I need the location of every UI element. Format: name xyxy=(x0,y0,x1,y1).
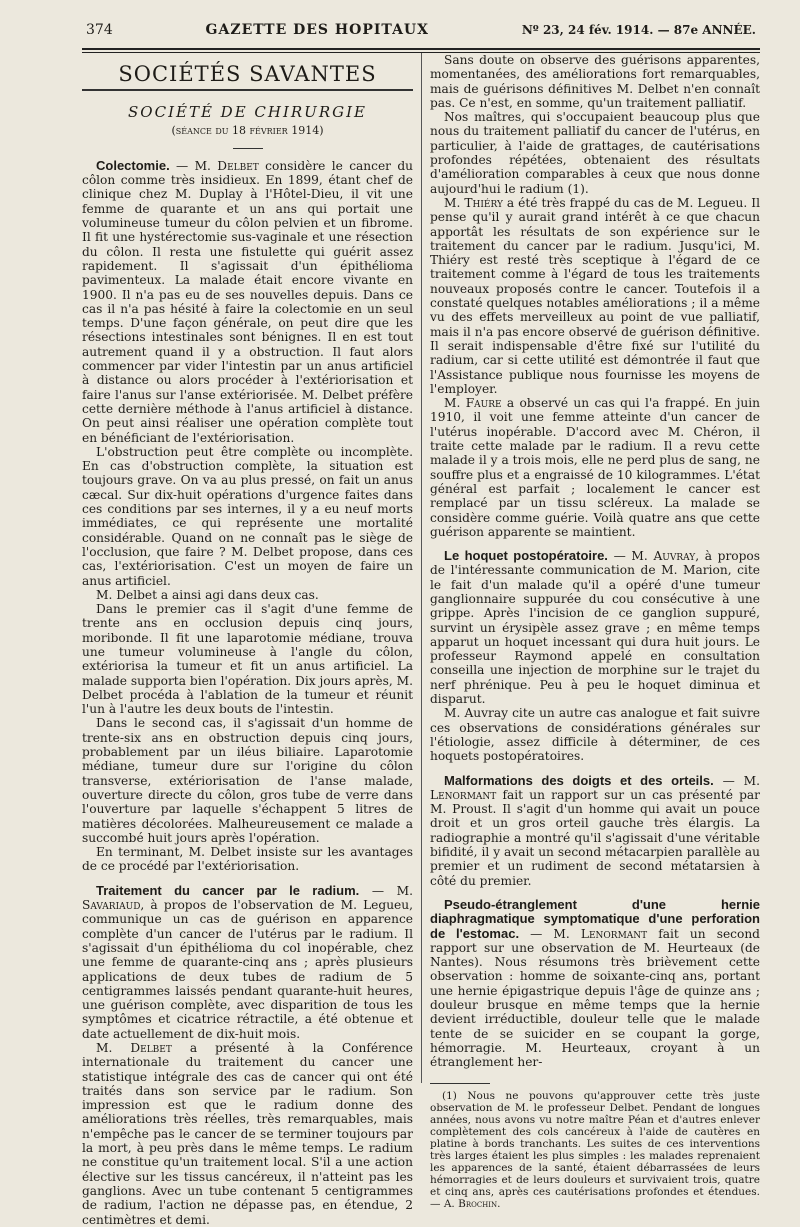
paragraph: M. Auvray cite un autre cas analogue et fait suivre ces observations de considérations générales sur l'étiologie, assez difficile à déterminer, de ces hoquets postopératoires. xyxy=(430,706,760,764)
colectomie-heading: Colectomie. xyxy=(96,157,170,173)
speaker-name: M. Thiéry xyxy=(444,195,503,210)
speaker-name: Lenormant xyxy=(430,787,497,802)
section-masthead: SOCIÉTÉS SAVANTES xyxy=(82,67,413,91)
left-column xyxy=(82,53,421,1227)
running-header xyxy=(82,22,760,42)
page-number: 374 xyxy=(86,22,113,38)
journal-title: GAZETTE DES HOPITAUX xyxy=(205,22,430,38)
seance-date: (séance du 18 février 1914) xyxy=(171,123,324,137)
paragraph: Nos maîtres, qui s'occupaient beaucoup plus que nous du traitement palliatif du cancer de l'utérus, en particulier, à l'aide de grattages, de cautérisations profondes répétées, obtenaient des résultats d'amélioration comparables à ceux que nous donne aujourd'hui le radium (1). xyxy=(430,110,760,196)
issue-info: Nº 23, 24 fév. 1914. — 87e ANNÉE. xyxy=(521,23,756,37)
right-column xyxy=(421,53,761,1211)
society-title: SOCIÉTÉ DE CHIRURGIE xyxy=(128,103,367,122)
colectomie-paragraph: Colectomie. — M. Delbet considère le cancer du côlon comme très insidieux. En 1899, étant chef de clinique chez M. Duplay à l'Hôtel-Dieu, il vit une femme de quarante et un ans qui portait une volumineuse tumeur du côlon pelvien et un fibrome. Il fit une hystérectomie sus-vaginale et une résection du côlon. Il resta une fistulette qui guérit assez rapidement. Il s'agissait d'un épithélioma pavimenteux. La malade était encore vivante en 1900. Il n'a pas eu de ses nouvelles depuis. Dans ce cas il n'a pas hésité à faire la colectomie en un seul temps. D'une façon générale, on peut dire que les résections intestinales sont bénignes. Il en est tout autrement quand il y a obstruction. Il faut alors commencer par vider l'intestin par un anus artificiel à distance ou alors procéder à l'extériorisation et faire l'anus sur l'anse extériorisée. M. Delbet préfère cette dernière méthode à l'anus artificiel à distance. On peut ainsi réaliser une opération complète tout en bénéficiant de l'extériorisation. xyxy=(82,157,414,445)
speaker-name: Lenormant xyxy=(580,926,648,941)
speaker-name: Savariaud xyxy=(82,898,141,913)
paragraph: L'obstruction peut être complète ou incomplète. En cas d'obstruction complète, la situation est toujours grave. On va au plus pressé, on fait un anus cæcal. Sur dix-huit opérations d'urgence faites dans ces conditions par ses internes, il y a eu neuf morts immédiates, ce qui représente une mortalité considérable. Quand on ne connaît pas le siège de l'occlusion, que faire ? M. Delbet propose, dans ces cas, l'extériorisation. C'est un moyen de faire un anus artificiel. xyxy=(82,444,413,588)
short-rule xyxy=(233,148,263,149)
paragraph: M. Thiéry a été très frappé du cas de M. Legueu. Il pense qu'il y aurait grand intérêt à ce que chacun apportât les résultats de son expérience sur le traitement du cancer par le radium. Jusqu'ici, M. Thiéry est resté très sceptique à l'égard de ce traitement comme à l'égard de tous les traitements nouveaux proposés contre le cancer. Toutefois il a constaté quelques notables améliorations ; il a même vu des effets merveilleux au point de vue palliatif, mais il n'a pas encore observé de guérison définitive. Il serait indispensable d'être fixé sur l'utilité du radium, car si cette utilité est démontrée il faut que l'Assistance publique nous fournisse les moyens de l'employer. xyxy=(430,195,760,396)
paragraph: En terminant, M. Delbet insiste sur les avantages de ce procédé par l'extériorisation. xyxy=(82,845,413,874)
hernie-paragraph: Pseudo-étranglement d'une hernie diaphragmatique symptomatique d'une perforation de l'estomac. — M. Lenormant fait un second rapport sur une observation de M. Heurteaux (de Nantes). Nous résumons très brièvement cette observation : homme de soixante-cinq ans, portant une hernie épigastrique depuis l'âge de quinze ans ; douleur brusque en même temps que la hernie devient irréductible, douleur telle que le malade tente de se suicider en se coupant la gorge, hémorragie. M. Heurteaux, croyant à un étranglement her- xyxy=(430,896,760,1070)
hoquet-heading: Le hoquet postopératoire. xyxy=(444,548,608,564)
hernie-heading: Pseudo-étranglement d'une hernie diaphragmatique symptomatique d'une perforation de l'estomac. xyxy=(430,896,760,941)
paragraph: M. Faure a observé un cas qui l'a frappé. En juin 1910, il voit une femme atteinte d'un cancer de l'utérus inopérable. D'accord avec M. Chéron, il traite cette malade par le radium. Il a revu cette malade il y a trois mois, elle ne perd plus de sang, ne souffre plus et a engraissé de 10 kilogrammes. L'état général est parfait ; localement le cancer est remplacé par un tissu scléreux. La malade se considère comme guérie. Voilà quatre ans que cette guérison apparente se maintient. xyxy=(430,396,760,539)
speaker-name: Delbet xyxy=(217,158,259,173)
speaker-name: M. Delbet xyxy=(96,1041,172,1055)
malformations-heading: Malformations des doigts et des orteils. xyxy=(444,772,714,788)
footnote-signature: A. Brochin. xyxy=(443,1198,501,1211)
paragraph: M. Delbet a ainsi agi dans deux cas. xyxy=(96,587,319,602)
paragraph: M. Delbet a présenté à la Conférence internationale du traitement du cancer une statistique intégrale des cas de cancer qui ont été traités dans son service par le radium. Son impression est que le radium donne des améliorations très réelles, très remarquables, mais n'empêche pas le cancer de se terminer toujours par la mort, à peu près dans le même temps. Le radium ne constitue qu'un traitement local. S'il a une action élective sur les tissus cancéreux, il n'atteint pas les ganglions. Avec un tube contenant 5 centigrammes de radium, l'action ne dépasse pas, en étendue, 2 centimètres et demi. xyxy=(82,1041,413,1227)
footnote-rule xyxy=(430,1083,490,1084)
malformations-paragraph: Malformations des doigts et des orteils. — M. Lenormant fait un rapport sur un cas présenté par M. Proust. Il s'agit d'un homme qui avait un pouce droit et un gros orteil gauche très élargis. La radiographie a montré qu'il s'agissait d'une véritable bifidité, il y avait un second métacarpien parallèle au premier et un rudiment de second métatarsien à côté du premier. xyxy=(430,772,760,888)
speaker-name: Auvray xyxy=(653,549,696,564)
hoquet-paragraph: Le hoquet postopératoire. — M. Auvray, à propos de l'intéressante communication de M. Marion, cite le fait d'un malade qu'il a opéré d'une tumeur ganglionnaire suppurée du cou consécutive à une grippe. Après l'incision de ce ganglion suppuré, survint un érysipèle assez grave ; en même temps apparut un hoquet incessant qui dura huit jours. Le professeur Raymond appelé en consultation conseilla une injection de morphine sur le trajet du nerf phrénique. Peu à peu le hoquet diminua et disparut. xyxy=(430,548,761,707)
speaker-name: M. Faure xyxy=(444,396,502,411)
radium-paragraph: Traitement du cancer par le radium. — M. Savariaud, à propos de l'observation de M. Legueu, communique un cas de guérison en apparence complète d'un cancer de l'utérus par le radium. Il s'agissait d'un épithélioma du col inopérable, chez une femme de quarante-cinq ans ; après plusieurs applications de deux tubes de radium de 5 centigrammes laissés pendant quarante-huit heures, une guérison complète, avec disparition de tous les symptômes et cicatrice rétractile, a été obtenue et date actuellement de dix-huit mois. xyxy=(82,882,413,1041)
columns xyxy=(82,53,761,1227)
paragraph: Sans doute on observe des guérisons apparentes, momentanées, des améliorations fort remarquables, mais de guérisons définitives M. Delbet n'en connaît pas. Ce n'est, en somme, qu'un traitement palliatif. xyxy=(430,53,760,110)
paragraph: Dans le premier cas il s'agit d'une femme de trente ans en occlusion depuis cinq jours, moribonde. Il fit une laparotomie médiane, trouva une tumeur volumineuse à l'angle du côlon, extériorisa la tumeur et fit un anus artificiel. La malade supporta bien l'opération. Dix jours après, M. Delbet procéda à l'ablation de la tumeur et réunit l'un à l'autre les deux bouts de l'intestin. xyxy=(82,602,413,717)
footnote: (1) Nous ne pouvons qu'approuver cette très juste observation de M. le professeur Delbet. Pendant de longues années, nous avons vu notre maître Péan et d'autres enlever complètement des cols cancéreux à l'aide de cautères en platine à bords tranchants. Les suites de ces interventions très larges étaient les plus simples : les malades reprenaient les apparences de la santé, étaient débarrassées de leurs hémorragies et de leurs douleurs et survivaient trois, quatre et cinq ans, après ces cautérisations profondes et étendues. — A. Brochin. xyxy=(430,1090,760,1211)
radium-heading: Traitement du cancer par le radium. xyxy=(96,882,360,898)
paragraph: Dans le second cas, il s'agissait d'un homme de trente-six ans en obstruction depuis cinq jours, probablement par un iléus biliaire. Laparotomie médiane, tumeur dure sur l'origine du côlon transverse, extériorisation de l'anse malade, ouverture directe du côlon, gros tube de verre dans l'ouverture par laquelle s'échappent 5 litres de matières décolorées. Malheureusement ce malade a succombé huit jours après l'opération. xyxy=(82,716,413,845)
